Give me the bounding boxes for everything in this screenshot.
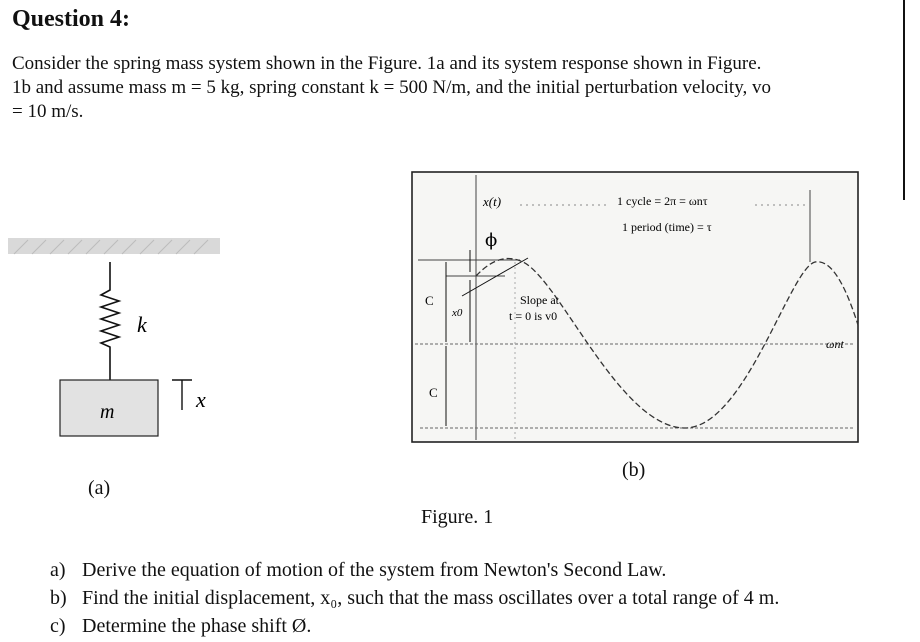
question-heading: Question 4: bbox=[12, 6, 131, 32]
figure-a-caption: (a) bbox=[88, 477, 111, 499]
question-item bbox=[50, 584, 779, 612]
question-label: a) bbox=[50, 559, 66, 581]
question-text: Find the initial displacement, x₀, such that the mass oscillates over a total range of 4 m. bbox=[82, 587, 780, 609]
question-list bbox=[50, 556, 779, 640]
spring bbox=[101, 262, 119, 380]
question-label: b) bbox=[50, 587, 67, 609]
spring-label: k bbox=[137, 312, 147, 337]
figure-a-spring-mass bbox=[8, 238, 220, 436]
question-item bbox=[50, 612, 779, 640]
question-item bbox=[50, 556, 779, 584]
question-text: Derive the equation of motion of the system from Newton's Second Law. bbox=[82, 559, 667, 581]
y-axis-label: x(t) bbox=[483, 194, 502, 209]
response-frame bbox=[412, 172, 858, 442]
time-axis-label: ωnt bbox=[826, 337, 844, 351]
statement-line-1: Consider the spring mass system shown in the Figure. 1a and its system response shown in Figure. bbox=[12, 53, 762, 74]
question-label: c) bbox=[50, 615, 66, 637]
phase-label: ϕ bbox=[485, 230, 498, 251]
slope-label-line-2: t = 0 is v0 bbox=[509, 309, 558, 323]
x0-label: x0 bbox=[452, 307, 463, 319]
question-text: Determine the phase shift Ø. bbox=[82, 615, 312, 637]
statement-line-3: = 10 m/s. bbox=[12, 101, 84, 122]
period-label: 1 period (time) = τ bbox=[622, 220, 712, 234]
figure-caption: Figure. 1 bbox=[421, 506, 494, 528]
mass-label: m bbox=[100, 401, 115, 423]
statement-line-2: 1b and assume mass m = 5 kg, spring constant k = 500 N/m, and the initial perturbation velocity, vo bbox=[12, 77, 771, 98]
x-axis-label: x bbox=[196, 387, 206, 412]
amplitude-upper-label: C bbox=[425, 293, 434, 308]
slope-label-line-1: Slope at bbox=[520, 293, 559, 307]
figure-b-response bbox=[412, 172, 858, 442]
cycle-label: 1 cycle = 2π = ωnτ bbox=[617, 194, 708, 208]
figure-b-caption: (b) bbox=[622, 459, 646, 481]
amplitude-lower-label: C bbox=[429, 385, 438, 400]
